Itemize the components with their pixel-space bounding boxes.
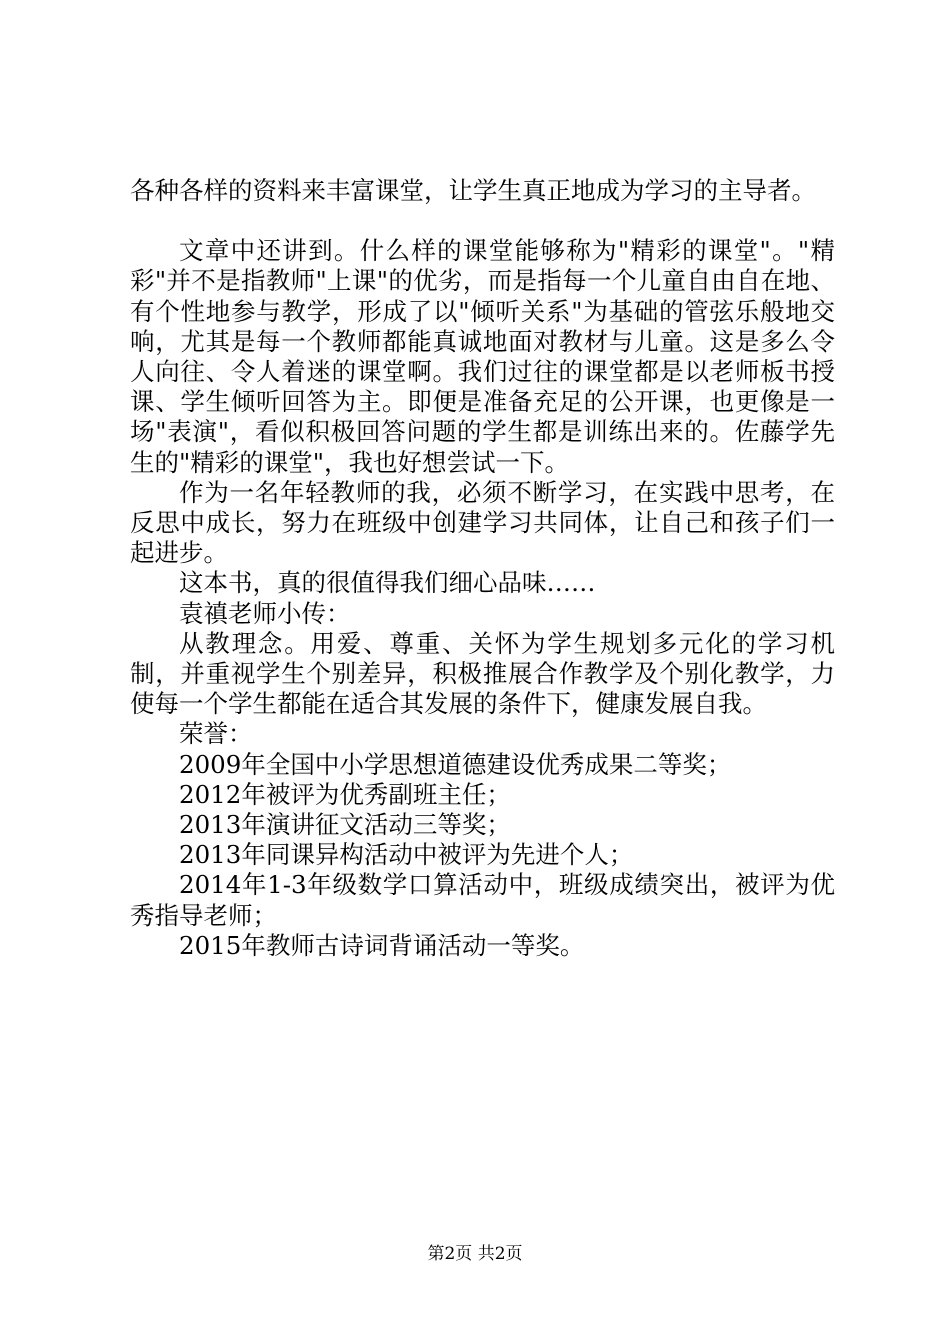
honors-heading: 荣誉：: [179, 719, 253, 749]
paragraph-teaching-philosophy: 从教理念。用爱、尊重、关怀为学生规划多元化的学习机制，并重视学生个别差异，积极推展合作教学及个别化教学，力使每一个学生都能在适合其发展的条件下，健康发展自我。: [130, 628, 835, 719]
document-body: [130, 176, 835, 961]
honor-item-2009: 2009年全国中小学思想道德建设优秀成果二等奖；: [179, 749, 732, 779]
honor-item-2012: 2012年被评为优秀副班主任；: [179, 779, 511, 809]
honor-item-2013-lesson: 2013年同课异构活动中被评为先进个人；: [179, 840, 634, 870]
paragraph-book-worth: 这本书，真的很值得我们细心品味……: [179, 568, 596, 598]
paragraph-young-teacher: 作为一名年轻教师的我，必须不断学习，在实践中思考，在反思中成长，努力在班级中创建学习共同体，让自己和孩子们一起进步。: [130, 477, 835, 568]
paragraph-wonderful-classroom: 文章中还讲到。什么样的课堂能够称为"精彩的课堂"。"精彩"并不是指教师"上课"的优劣，而是指每一个儿童自由自在地、有个性地参与教学，形成了以"倾听关系"为基础的管弦乐般地交响，尤其是每一个教师都能真诚地面对教材与儿童。这是多么令人向往、令人着迷的课堂啊。我们过往的课堂都是以老师板书授课、学生倾听回答为主。即便是准备充足的公开课，也更像是一场"表演"，看似积极回答问题的学生都是训练出来的。佐藤学先生的"精彩的课堂"，我也好想尝试一下。: [130, 236, 835, 477]
bio-heading: 袁禛老师小传：: [179, 598, 351, 628]
paragraph-continuation: 各种各样的资料来丰富课堂，让学生真正地成为学习的主导者。: [130, 176, 816, 205]
page-number-footer: 第2页 共2页: [427, 1244, 523, 1264]
honor-item-2013-speech: 2013年演讲征文活动三等奖；: [179, 810, 511, 840]
paragraph-gap: [130, 206, 835, 236]
honor-item-2014: 2014年1-3年级数学口算活动中，班级成绩突出，被评为优秀指导老师；: [130, 870, 835, 930]
honor-item-2015: 2015年教师古诗词背诵活动一等奖。: [179, 930, 585, 960]
